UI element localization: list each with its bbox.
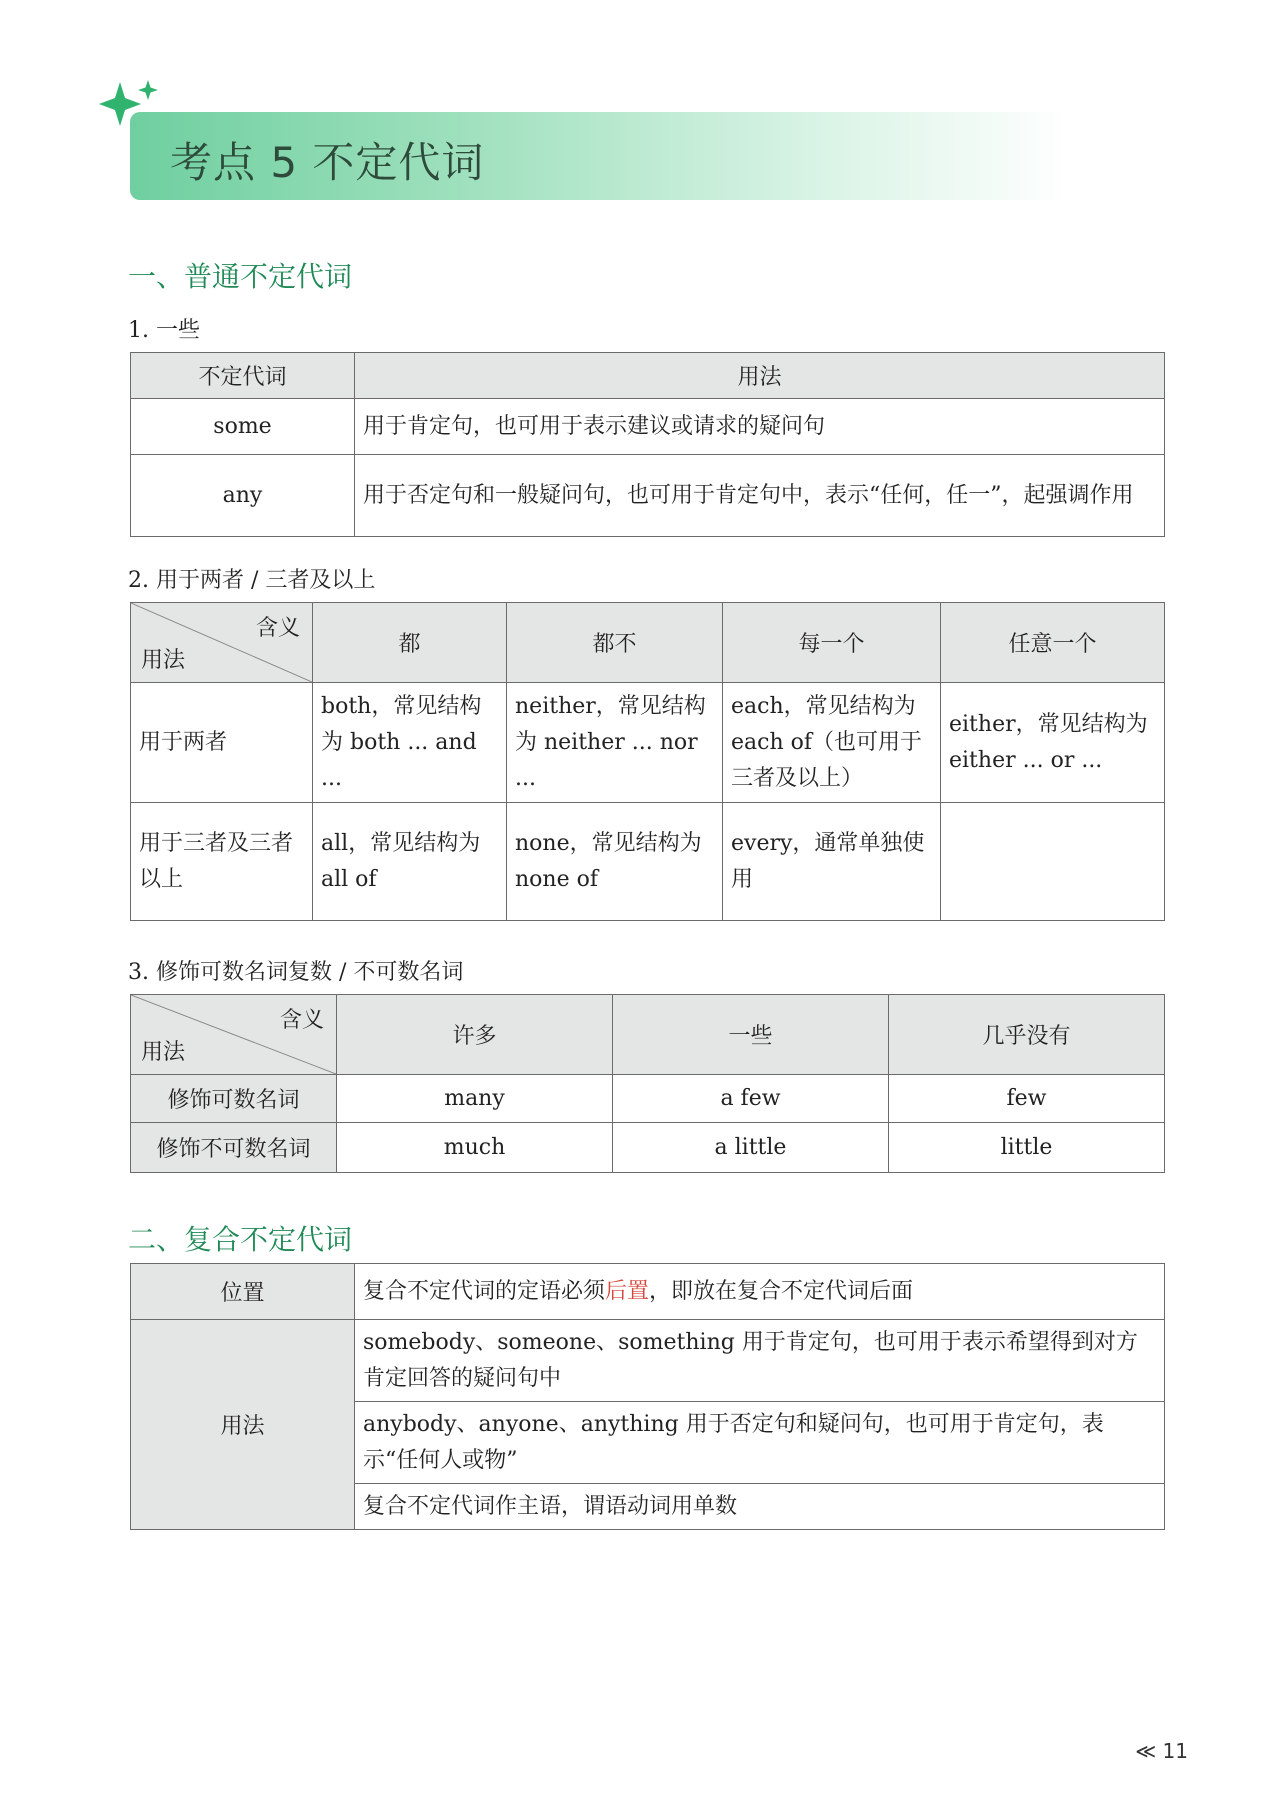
diagonal-header-cell (131, 995, 337, 1075)
table-cell: neither，常见结构为 neither ... nor ... (507, 683, 723, 803)
table-header: 一些 (613, 995, 889, 1075)
table-cell: each，常见结构为 each of（也可用于三者及以上） (723, 683, 941, 803)
table-header: 不定代词 (131, 353, 355, 399)
table-header: 许多 (337, 995, 613, 1075)
table-cell: none，常见结构为 none of (507, 803, 723, 921)
position-rule-text: 复合不定代词的定语必须 (363, 1278, 606, 1304)
diagonal-header-cell (131, 603, 313, 683)
table-cell: much (337, 1123, 613, 1173)
row-label: 修饰不可数名词 (131, 1123, 337, 1173)
table-cell: many (337, 1075, 613, 1123)
table-cell-word: any (131, 455, 355, 537)
title-banner (130, 112, 1070, 200)
page-number: ≪ 11 (1135, 1739, 1188, 1763)
table-header: 都不 (507, 603, 723, 683)
highlight-postposition: 后置 (605, 1278, 650, 1304)
corner-label-usage: 用法 (141, 1040, 186, 1065)
table-cell: a little (613, 1123, 889, 1173)
table-header: 每一个 (723, 603, 941, 683)
usage-rule: anybody、anyone、anything 用于否定句和疑问句，也可用于肯定句，表示“任何人或物” (355, 1402, 1165, 1484)
table-cell: little (889, 1123, 1165, 1173)
row-label: 修饰可数名词 (131, 1075, 337, 1123)
many-much-table (130, 994, 1165, 1173)
table-cell-usage: 用于肯定句，也可用于表示建议或请求的疑问句 (355, 399, 1165, 455)
usage-rule: 复合不定代词作主语，谓语动词用单数 (355, 1484, 1165, 1530)
row-label-position: 位置 (131, 1264, 355, 1320)
sub-heading-two-three: 2. 用于两者 / 三者及以上 (128, 568, 376, 593)
corner-label-meaning: 含义 (279, 1008, 324, 1033)
table-cell: few (889, 1075, 1165, 1123)
corner-label-usage: 用法 (141, 648, 186, 673)
sub-heading-some: 1. 一些 (128, 318, 200, 343)
row-label-usage: 用法 (131, 1320, 355, 1530)
table-cell: every，通常单独使用 (723, 803, 941, 921)
sub-heading-many-much: 3. 修饰可数名词复数 / 不可数名词 (128, 960, 464, 985)
table-cell: either，常见结构为 either ... or ... (941, 683, 1165, 803)
corner-label-meaning: 含义 (255, 616, 300, 641)
table-header: 都 (313, 603, 507, 683)
section-heading-common: 一、普通不定代词 (128, 260, 353, 293)
both-all-table (130, 602, 1165, 921)
table-header: 几乎没有 (889, 995, 1165, 1075)
compound-pronoun-table (130, 1263, 1165, 1530)
page-title: 考点 5 不定代词 (170, 138, 485, 187)
table-cell-usage: 用于否定句和一般疑问句，也可用于肯定句中，表示“任何，任一”，起强调作用 (355, 455, 1165, 537)
section-heading-compound: 二、复合不定代词 (128, 1223, 353, 1256)
table-header: 任意一个 (941, 603, 1165, 683)
table-header: 用法 (355, 353, 1165, 399)
table-cell: all，常见结构为 all of (313, 803, 507, 921)
some-any-table (130, 352, 1165, 537)
table-cell: a few (613, 1075, 889, 1123)
row-label: 用于三者及三者以上 (131, 803, 313, 921)
table-cell: both，常见结构为 both ... and ... (313, 683, 507, 803)
position-rule (355, 1264, 1165, 1320)
table-cell-word: some (131, 399, 355, 455)
table-cell (941, 803, 1165, 921)
row-label: 用于两者 (131, 683, 313, 803)
position-rule-text: ，即放在复合不定代词后面 (649, 1278, 914, 1304)
usage-rule: somebody、someone、something 用于肯定句，也可用于表示希望得到对方肯定回答的疑问句中 (355, 1320, 1165, 1402)
